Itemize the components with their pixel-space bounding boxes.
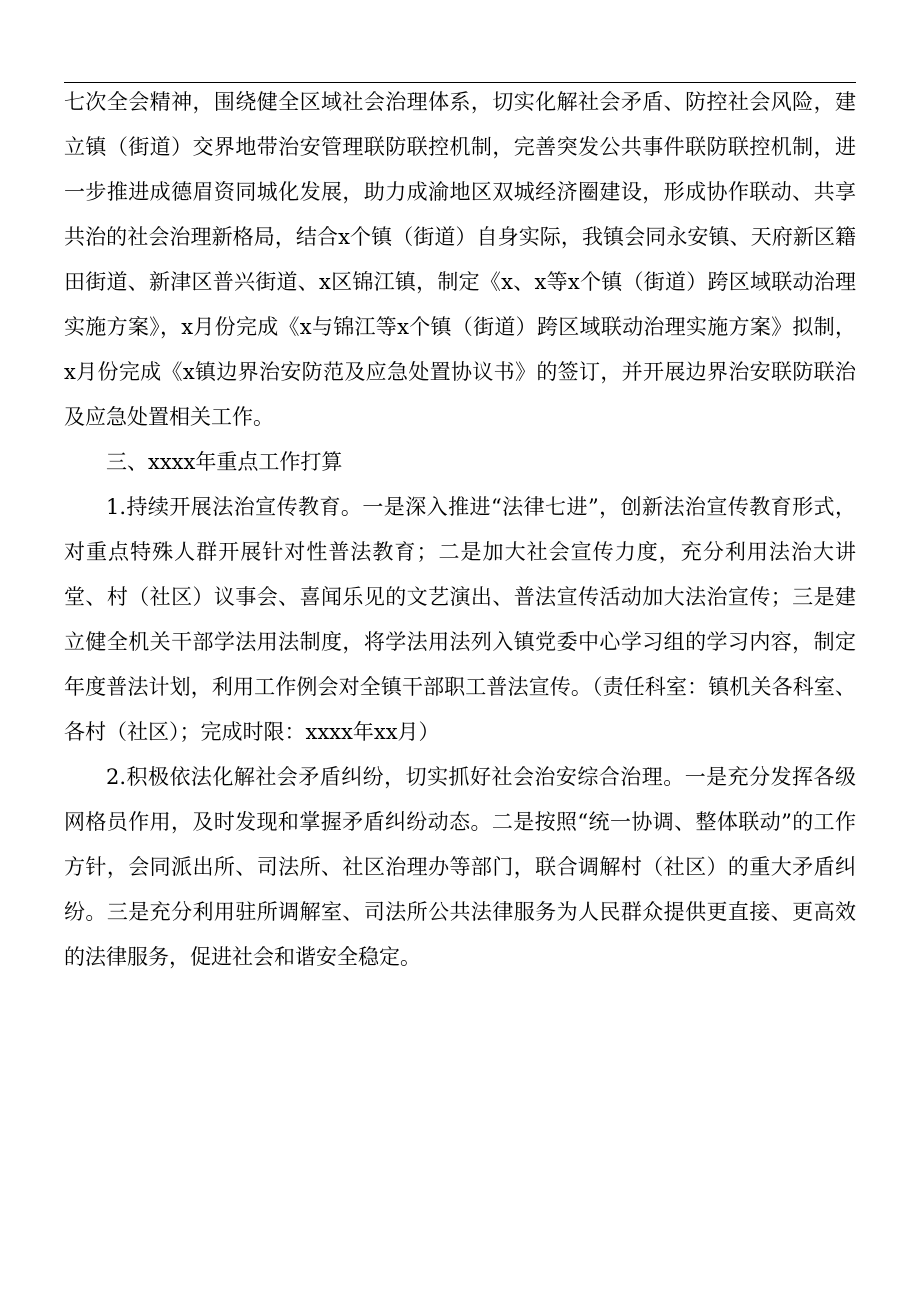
section-heading: 三、xxxx年重点工作打算: [106, 450, 343, 474]
paragraph-item-2: 2.积极依法化解社会矛盾纠纷，切实抓好社会治安综合治理。一是充分发挥各级网格员作用，及时发现和掌握矛盾纠纷动态。二是按照“统一协调、整体联动”的工作方针，会同派出所、司法所、社区治理办等部门，联合调解村（社区）的重大矛盾纠纷。三是充分利用驻所调解室、司法所公共法律服务为人民群众提供更直接、更高效的法律服务，促进社会和谐安全稳定。: [64, 765, 856, 969]
paragraph-continuation: 七次全会精神，围绕健全区域社会治理体系，切实化解社会矛盾、防控社会风险，建立镇（街道）交界地带治安管理联防联控机制，完善突发公共事件联防联控机制，进一步推进成德眉资同城化发展，助力成渝地区双城经济圈建设，形成协作联动、共享共治的社会治理新格局，结合x个镇（街道）自身实际，我镇会同永安镇、天府新区籍田街道、新津区普兴街道、x区锦江镇，制定《x、x等x个镇（街道）跨区域联动治理实施方案》，x月份完成《x与锦江等x个镇（街道）跨区域联动治理实施方案》拟制，x月份完成《x镇边界治安防范及应急处置协议书》的签订，并开展边界治安联防联治及应急处置相关工作。: [64, 90, 856, 429]
paragraph-item-1: 1.持续开展法治宣传教育。一是深入推进“法律七进”，创新法治宣传教育形式，对重点特殊人群开展针对性普法教育；二是加大社会宣传力度，充分利用法治大讲堂、村（社区）议事会、喜闻乐见的文艺演出、普法宣传活动加大法治宣传；三是建立健全机关干部学法用法制度，将学法用法列入镇党委中心学习组的学习内容，制定年度普法计划，利用工作例会对全镇干部职工普法宣传。（责任科室：镇机关各科室、各村（社区）；完成时限：xxxx年xx月）: [64, 495, 856, 744]
document-body: [64, 80, 856, 980]
